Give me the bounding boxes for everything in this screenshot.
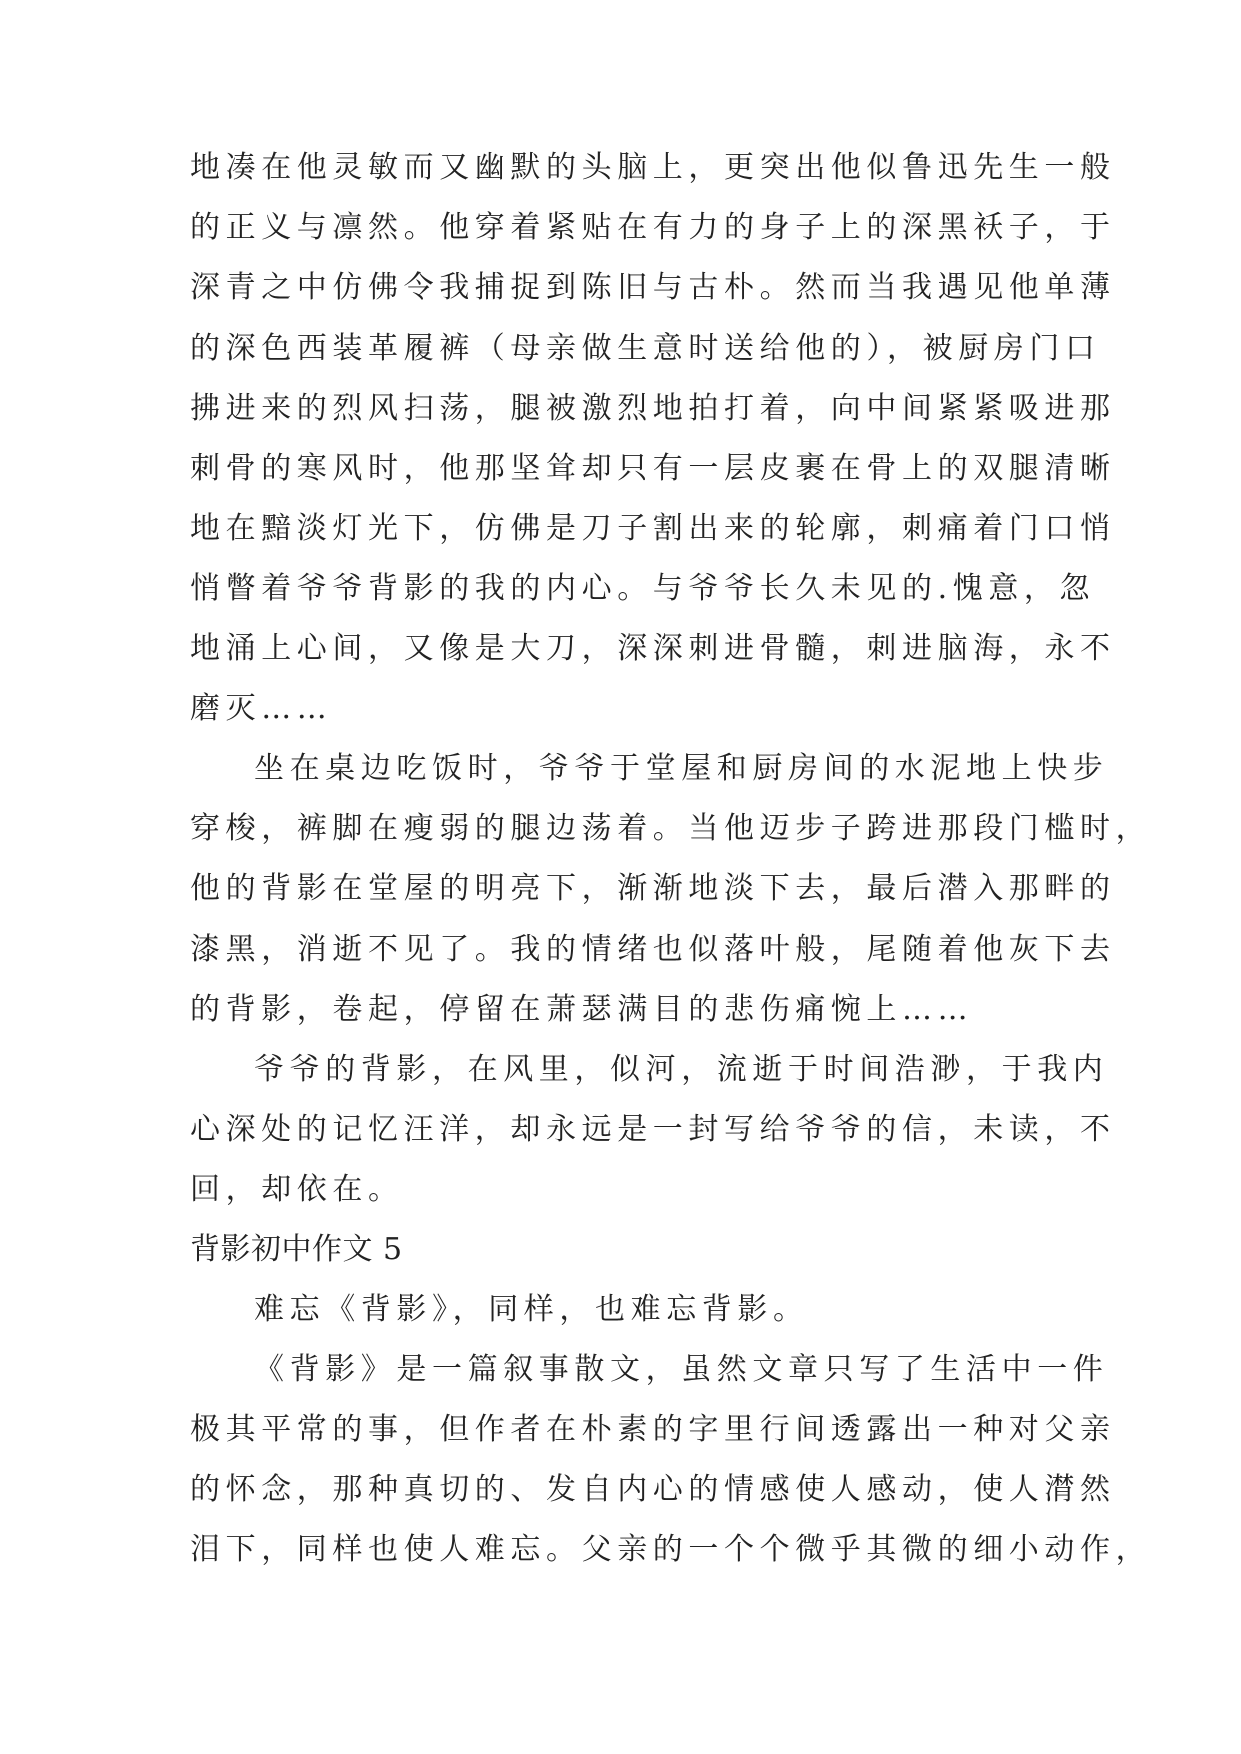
text-line: 穿梭，裤脚在瘦弱的腿边荡着。当他迈步子跨进那段门槛时， [190,811,1152,846]
text-line: 深青之中仿佛令我捕捉到陈旧与古朴。然而当我遇见他单薄 [190,270,1116,305]
text-line: 悄瞥着爷爷背影的我的内心。与爷爷长久未见的.愧意，忽 [190,571,1096,606]
text-line: 刺骨的寒风时，他那坚耸却只有一层皮裹在骨上的双腿清晰 [190,451,1116,486]
text-line: 极其平常的事，但作者在朴素的字里行间透露出一种对父亲 [190,1412,1116,1447]
text-line: 《背影》是一篇叙事散文，虽然文章只写了生活中一件 [254,1352,1109,1387]
text-line: 地在黯淡灯光下，仿佛是刀子割出来的轮廓，刺痛着门口悄 [190,511,1116,546]
text-line: 的正义与凛然。他穿着紧贴在有力的身子上的深黑袄子，于 [190,210,1116,245]
text-line: 爷爷的背影，在风里，似河，流逝于时间浩渺，于我内 [254,1052,1109,1087]
text-line: 的背影，卷起，停留在萧瑟满目的悲伤痛惋上…… [190,992,974,1027]
section-heading: 背影初中作文 5 [190,1232,403,1267]
text-line: 磨灭…… [190,691,333,726]
text-line: 的深色西装革履裤（母亲做生意时送给他的），被厨房门口 [190,331,1101,366]
text-line: 他的背影在堂屋的明亮下，渐渐地淡下去，最后潜入那畔的 [190,871,1116,906]
text-line: 拂进来的烈风扫荡，腿被激烈地拍打着，向中间紧紧吸进那 [190,391,1116,426]
text-line: 泪下，同样也使人难忘。父亲的一个个微乎其微的细小动作， [190,1532,1152,1567]
text-line: 难忘《背影》，同样，也难忘背影。 [254,1292,809,1327]
text-line: 地涌上心间，又像是大刀，深深刺进骨髓，刺进脑海，永不 [190,631,1116,666]
text-line: 漆黑，消逝不见了。我的情绪也似落叶般，尾随着他灰下去 [190,932,1116,967]
text-line: 坐在桌边吃饭时，爷爷于堂屋和厨房间的水泥地上快步 [254,751,1109,786]
text-line: 心深处的记忆汪洋，却永远是一封写给爷爷的信，未读，不 [190,1112,1116,1147]
text-line: 地凑在他灵敏而又幽默的头脑上，更突出他似鲁迅先生一般 [190,150,1116,185]
text-line: 回，却依在。 [190,1172,404,1207]
text-line: 的怀念，那种真切的、发自内心的情感使人感动，使人潸然 [190,1472,1116,1507]
